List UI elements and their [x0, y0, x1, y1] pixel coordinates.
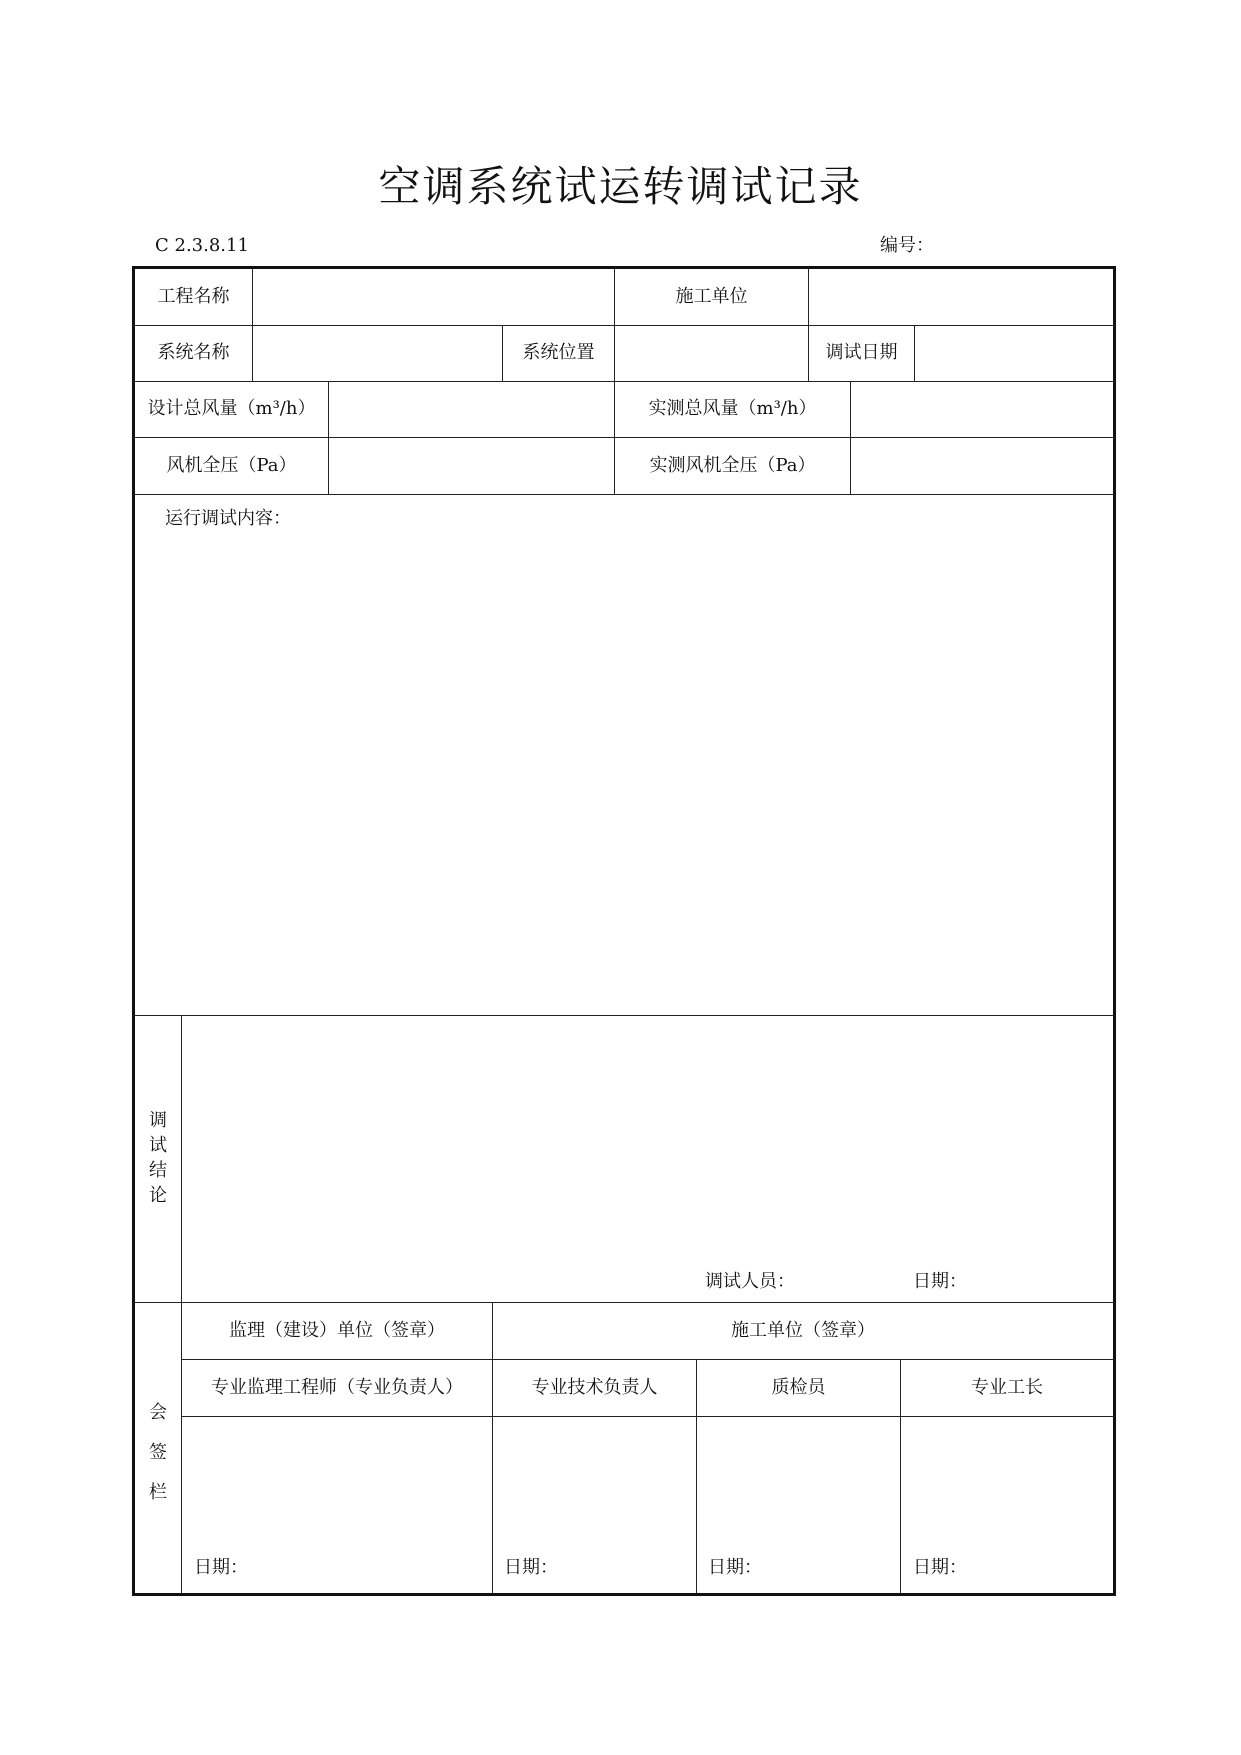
foreman-signature-field[interactable]	[901, 1417, 1113, 1542]
page-title: 空调系统试运转调试记录	[378, 162, 863, 211]
row-divider	[134, 1015, 1114, 1016]
form-code: C 2.3.8.11	[155, 235, 249, 256]
design-airflow-field[interactable]	[329, 382, 614, 437]
number-label: 编号：	[880, 235, 934, 256]
supervisor-signature-field[interactable]	[182, 1417, 492, 1542]
measured-airflow-label: 实测总风量（m³/h）	[648, 398, 817, 419]
content-field[interactable]	[135, 535, 1113, 1013]
row-divider	[134, 494, 1114, 495]
system-location-field[interactable]	[615, 326, 808, 381]
contractor-label: 施工单位	[675, 286, 748, 307]
measured-airflow-field[interactable]	[851, 382, 1113, 437]
conclusion-field[interactable]	[183, 1017, 1113, 1257]
conclusion-date-label: 日期：	[913, 1271, 967, 1292]
tech-lead-signature-field[interactable]	[493, 1417, 696, 1542]
design-airflow-label: 设计总风量（m³/h）	[147, 398, 316, 419]
row-divider	[134, 1302, 1114, 1303]
fan-pressure-label: 风机全压（Pa）	[166, 455, 297, 476]
tech-lead-label: 专业技术负责人	[531, 1377, 658, 1398]
system-location-label: 系统位置	[522, 342, 595, 363]
supervision-unit-label: 监理（建设）单位（签章）	[229, 1320, 445, 1341]
test-date-field[interactable]	[915, 326, 1113, 381]
construction-unit-label: 施工单位（签章）	[731, 1320, 875, 1341]
signoff-date-label: 日期：	[913, 1557, 967, 1578]
tester-label: 调试人员：	[705, 1271, 795, 1292]
inspector-signature-field[interactable]	[697, 1417, 900, 1542]
signoff-date-label: 日期：	[708, 1557, 762, 1578]
foreman-label: 专业工长	[971, 1377, 1043, 1398]
supervisor-engineer-label: 专业监理工程师（专业负责人）	[211, 1377, 463, 1398]
fan-pressure-field[interactable]	[329, 438, 614, 494]
content-label: 运行调试内容：	[165, 508, 291, 529]
test-date-label: 调试日期	[825, 342, 898, 363]
inspector-label: 质检员	[771, 1377, 826, 1398]
signoff-date-label: 日期：	[504, 1557, 558, 1578]
system-name-field[interactable]	[253, 326, 502, 381]
measured-fan-pressure-field[interactable]	[851, 438, 1113, 494]
system-name-label: 系统名称	[157, 342, 230, 363]
conclusion-side-label: 调 试 结 论	[149, 1110, 167, 1206]
signoff-side-label: 会 签 栏	[149, 1402, 167, 1503]
signoff-date-label: 日期：	[194, 1557, 248, 1578]
project-name-field[interactable]	[253, 270, 614, 325]
project-name-label: 工程名称	[157, 286, 230, 307]
row-divider	[181, 1359, 1114, 1360]
contractor-field[interactable]	[809, 270, 1113, 325]
measured-fan-pressure-label: 实测风机全压（Pa）	[649, 455, 816, 476]
